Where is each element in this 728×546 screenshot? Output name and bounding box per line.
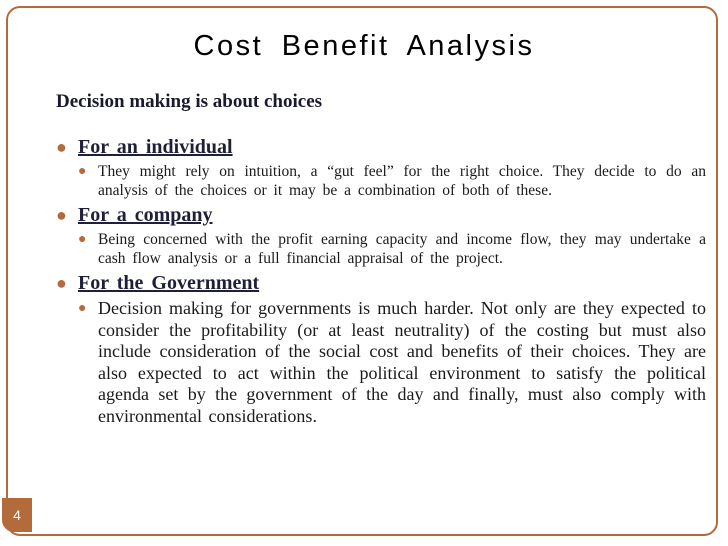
bullet-subitem xyxy=(78,162,706,200)
bullet-icon: ● xyxy=(78,301,87,316)
section-heading: For the Government xyxy=(78,272,260,294)
section-text: Being concerned with the profit earning capacity and income flow, they may undertake a cash flow analysis or a full financial appraisal of the project. xyxy=(98,231,706,267)
bullet-subitem xyxy=(78,230,706,268)
slide-subtitle: Decision making is about choices xyxy=(56,91,323,112)
section-text: They might rely on intuition, a “gut feel” for the right choice. They decide to do an analysis of the choices or it may be a combination of both of these. xyxy=(98,163,706,199)
bullet-icon: ● xyxy=(56,273,67,293)
bullet-icon: ● xyxy=(78,232,87,247)
slide-title: Cost Benefit Analysis xyxy=(193,30,535,62)
page-number: 4 xyxy=(2,498,32,532)
bullet-icon: ● xyxy=(56,137,67,157)
bullet-subitem xyxy=(78,298,706,427)
section-text: Decision making for governments is much harder. Not only are they expected to consider the profitability (or at least neutrality) of the costing but must also include consideration of the social cost and benefits of their choices. They are also expected to act within the political environment to satisfy the political agenda set by the government of the day and finally, must also comply with environmental considerations. xyxy=(98,298,706,426)
bullet-heading xyxy=(56,136,706,159)
section-government xyxy=(56,272,706,427)
bullet-icon: ● xyxy=(56,205,67,225)
section-individual xyxy=(56,136,706,200)
section-company xyxy=(56,204,706,268)
section-heading: For an individual xyxy=(78,136,233,158)
bullet-heading xyxy=(56,272,706,295)
bullet-icon: ● xyxy=(78,164,87,179)
slide-content xyxy=(56,136,706,431)
section-heading: For a company xyxy=(78,204,213,226)
bullet-heading xyxy=(56,204,706,227)
